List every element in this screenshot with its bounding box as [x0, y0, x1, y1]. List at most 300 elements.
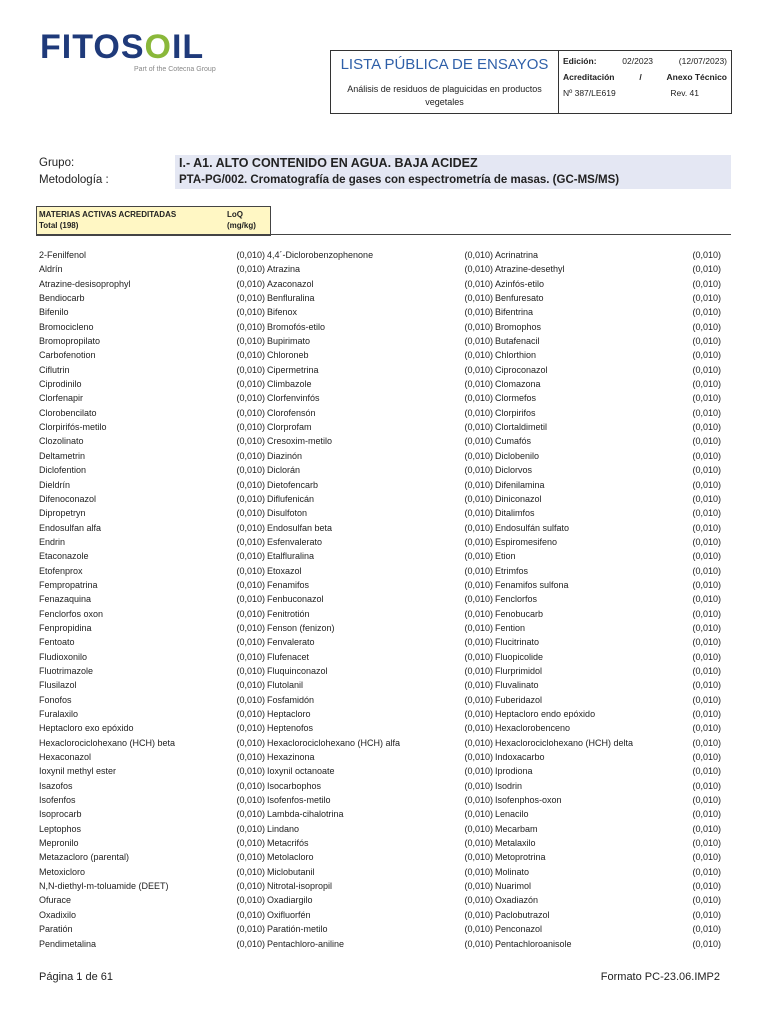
table-row [39, 664, 721, 678]
loq-value: (0,010) [692, 336, 721, 347]
loq-value: (0,010) [464, 536, 493, 547]
col-total-header: Total (198) [39, 221, 79, 230]
table-row [39, 535, 721, 549]
loq-value: (0,010) [464, 924, 493, 935]
anexo-label: Anexo Técnico [666, 72, 727, 82]
substance-name: Ciflutrin [39, 364, 70, 375]
substance-name: Esfenvalerato [267, 536, 323, 547]
table-row [39, 549, 721, 563]
substance-name: Chlorthion [495, 350, 537, 361]
substance-name: Etion [495, 551, 516, 562]
substance-name: Oxifluorfén [267, 909, 311, 920]
substance-name: Nuarimol [495, 881, 532, 892]
loq-value: (0,010) [464, 752, 493, 763]
col-substances-header: MATERIAS ACTIVAS ACREDITADAS [39, 210, 177, 219]
loq-value: (0,010) [236, 823, 265, 834]
edicion-date: (12/07/2023) [678, 56, 727, 66]
substance-name: Clorprofam [267, 422, 312, 433]
loq-value: (0,010) [464, 823, 493, 834]
loq-value: (0,010) [692, 694, 721, 705]
table-row [39, 420, 721, 434]
loq-value: (0,010) [692, 938, 721, 949]
substance-name: Isofenphos-oxon [495, 795, 562, 806]
substance-name: Heptacloro [267, 709, 311, 719]
page-number: Página 1 de 61 [39, 971, 114, 983]
accreditation-number: Nº 387/LE619 [563, 88, 616, 98]
logo-wordmark: FITOSOIL [40, 28, 205, 66]
logo-tagline: Part of the Cotecna Group [134, 66, 216, 73]
loq-value: (0,010) [464, 465, 493, 476]
loq-value: (0,010) [692, 536, 721, 547]
substance-name: Isazofos [39, 780, 73, 791]
loq-value: (0,010) [692, 350, 721, 361]
substance-name: Clormefos [495, 393, 537, 404]
loq-value: (0,010) [464, 795, 493, 806]
substance-name: Hexaconazol [39, 752, 92, 763]
loq-value: (0,010) [692, 709, 721, 719]
loq-value: (0,010) [464, 479, 493, 490]
loq-value: (0,010) [464, 594, 493, 605]
substance-name: Dieldrín [39, 479, 71, 490]
substance-name: Fluotrimazole [39, 665, 94, 676]
loq-value: (0,010) [464, 909, 493, 920]
substance-name: Oxadiazón [495, 895, 539, 906]
table-row [39, 391, 721, 405]
substance-name: Metacrifós [267, 838, 309, 849]
table-row [39, 521, 721, 535]
substance-name: Clortaldimetil [495, 422, 548, 433]
loq-value: (0,010) [236, 608, 265, 619]
loq-value: (0,010) [236, 637, 265, 648]
substance-name: Heptenofos [267, 723, 314, 734]
loq-value: (0,010) [236, 780, 265, 791]
loq-value: (0,010) [464, 694, 493, 705]
substance-name: Hexaclorobenceno [495, 723, 571, 734]
document-description: Análisis de residuos de plaguicidas en productos vegetales [347, 84, 542, 107]
table-row [39, 764, 721, 778]
loq-value: (0,010) [692, 622, 721, 633]
loq-value: (0,010) [692, 823, 721, 834]
loq-value: (0,010) [692, 321, 721, 332]
loq-value: (0,010) [236, 436, 265, 447]
table-row [39, 922, 721, 936]
substance-name: Ioxynil octanoate [267, 766, 335, 777]
table-row [39, 736, 721, 750]
substance-name: Paratión-metilo [267, 924, 328, 935]
loq-value: (0,010) [464, 723, 493, 734]
loq-value: (0,010) [692, 881, 721, 892]
loq-value: (0,010) [236, 752, 265, 763]
substance-name: Flurprimidol [495, 665, 543, 676]
loq-value: (0,010) [692, 307, 721, 318]
loq-value: (0,010) [464, 651, 493, 662]
loq-value: (0,010) [236, 909, 265, 920]
edition-info [559, 51, 731, 113]
table-row [39, 908, 721, 922]
substance-name: Fenobucarb [495, 608, 544, 619]
substance-name: Penconazol [495, 924, 543, 935]
substance-name: Oxadiargilo [267, 895, 313, 906]
loq-value: (0,010) [464, 938, 493, 949]
loq-value: (0,010) [464, 895, 493, 906]
loq-value: (0,010) [236, 866, 265, 877]
loq-value: (0,010) [692, 594, 721, 605]
loq-value: (0,010) [464, 780, 493, 791]
table-row [39, 434, 721, 448]
table-row [39, 707, 721, 721]
substance-name: Fludioxonilo [39, 651, 88, 662]
loq-value: (0,010) [692, 264, 721, 275]
grupo-label: Grupo: [39, 157, 75, 169]
table-row [39, 291, 721, 305]
loq-value: (0,010) [236, 321, 265, 332]
loq-value: (0,010) [692, 293, 721, 304]
substance-name: Aldrín [39, 264, 63, 275]
substance-name: Bromocicleno [39, 321, 94, 332]
substance-name: Endosulfan beta [267, 522, 333, 533]
table-row [39, 937, 721, 951]
substance-name: Climbazole [267, 379, 312, 390]
col-unit-header: (mg/kg) [227, 221, 256, 230]
fitosoil-logo [40, 30, 230, 80]
substance-name: Metazacloro (parental) [39, 852, 130, 863]
document-title: LISTA PÚBLICA DE ENSAYOS [340, 56, 549, 73]
metodologia-value: PTA-PG/002. Cromatografía de gases con espectrometría de masas. (GC-MS/MS) [175, 172, 731, 189]
loq-value: (0,010) [692, 852, 721, 863]
loq-value: (0,010) [464, 622, 493, 633]
substance-name: Molinato [495, 866, 530, 877]
loq-value: (0,010) [692, 766, 721, 777]
format-code: Formato PC-23.06.IMP2 [600, 971, 720, 983]
substance-name: Ditalimfos [495, 508, 535, 519]
substance-name: Etalfluralina [267, 551, 315, 562]
loq-value: (0,010) [464, 852, 493, 863]
table-row [39, 807, 721, 821]
substance-name: Cresoxim-metilo [267, 436, 333, 447]
loq-value: (0,010) [464, 579, 493, 590]
substance-name: Benfuresato [495, 293, 544, 304]
loq-value: (0,010) [692, 737, 721, 748]
loq-value: (0,010) [464, 881, 493, 892]
loq-value: (0,010) [236, 264, 265, 275]
loq-value: (0,010) [692, 780, 721, 791]
loq-value: (0,010) [692, 479, 721, 490]
substance-name: Heptacloro endo epóxido [495, 709, 596, 719]
substance-name: Clorfenvinfós [267, 393, 320, 404]
substance-name: Isofenfos-metilo [267, 795, 331, 806]
loq-value: (0,010) [236, 450, 265, 461]
substance-name: Etrimfos [495, 565, 529, 576]
loq-value: (0,010) [236, 407, 265, 418]
loq-value: (0,010) [692, 608, 721, 619]
loq-value: (0,010) [236, 594, 265, 605]
table-row [39, 635, 721, 649]
loq-value: (0,010) [464, 450, 493, 461]
substance-name: Dietofencarb [267, 479, 319, 490]
loq-value: (0,010) [464, 766, 493, 777]
loq-value: (0,010) [692, 838, 721, 849]
loq-value: (0,010) [236, 680, 265, 691]
loq-value: (0,010) [692, 637, 721, 648]
loq-value: (0,010) [236, 465, 265, 476]
substance-name: Flucitrinato [495, 637, 540, 648]
loq-value: (0,010) [236, 551, 265, 562]
substance-name: Dipropetryn [39, 508, 86, 519]
table-row [39, 277, 721, 291]
loq-value: (0,010) [464, 508, 493, 519]
substance-name: Mepronilo [39, 838, 79, 849]
substance-name: Bendiocarb [39, 293, 85, 304]
loq-value: (0,010) [692, 393, 721, 404]
substance-name: Fentoato [39, 637, 75, 648]
substance-name: Bupirimato [267, 336, 311, 347]
table-row [39, 893, 721, 907]
table-row [39, 478, 721, 492]
loq-value: (0,010) [236, 924, 265, 935]
loq-value: (0,010) [236, 393, 265, 404]
loq-value: (0,010) [464, 737, 493, 748]
substance-name: Diflufenicán [267, 493, 315, 504]
loq-value: (0,010) [464, 809, 493, 820]
loq-value: (0,010) [464, 422, 493, 433]
substance-name: Metoxicloro [39, 866, 86, 877]
substance-name: Benfluralina [267, 293, 315, 304]
loq-value: (0,010) [464, 522, 493, 533]
loq-value: (0,010) [692, 795, 721, 806]
loq-value: (0,010) [236, 522, 265, 533]
col-loq-header: LoQ [227, 210, 243, 219]
table-row [39, 850, 721, 864]
table-row [39, 348, 721, 362]
loq-value: (0,010) [692, 450, 721, 461]
loq-value: (0,010) [464, 866, 493, 877]
substance-name: Isoprocarb [39, 809, 82, 820]
substance-name: Endrin [39, 536, 66, 547]
loq-value: (0,010) [464, 379, 493, 390]
loq-value: (0,010) [692, 379, 721, 390]
table-row [39, 750, 721, 764]
substance-name: Diazinón [267, 450, 303, 461]
edicion-label: Edición: [563, 56, 597, 66]
substance-name: Ciproconazol [495, 364, 548, 375]
loq-value: (0,010) [236, 250, 265, 260]
substance-name: Clorpirifos [495, 407, 536, 418]
table-row [39, 262, 721, 276]
substance-name: Azinfós-etilo [495, 278, 545, 289]
loq-value: (0,010) [464, 680, 493, 691]
substance-name: Isofenfos [39, 795, 76, 806]
loq-value: (0,010) [464, 307, 493, 318]
table-header [36, 206, 271, 236]
substance-name: Hexaclorociclohexano (HCH) alfa [267, 737, 401, 748]
substance-name: Fenamifos [267, 579, 310, 590]
substance-name: Bifenox [267, 307, 298, 318]
substance-name: Fenazaquina [39, 594, 92, 605]
substance-name: Pendimetalina [39, 938, 97, 949]
loq-value: (0,010) [236, 795, 265, 806]
loq-value: (0,010) [692, 924, 721, 935]
substance-name: Paratión [39, 924, 73, 935]
substance-name: Bifenilo [39, 307, 69, 318]
loq-value: (0,010) [236, 709, 265, 719]
loq-value: (0,010) [236, 422, 265, 433]
substance-name: 2-Fenilfenol [39, 250, 87, 260]
loq-value: (0,010) [464, 637, 493, 648]
table-row [39, 406, 721, 420]
substance-name: Atrazine-desisoprophyl [39, 278, 131, 289]
substance-name: Difenoconazol [39, 493, 97, 504]
substance-name: Pentachloroanisole [495, 938, 572, 949]
substance-name: Fluvalinato [495, 680, 539, 691]
substance-name: Fenclorfos [495, 594, 538, 605]
substance-name: Lambda-cihalotrina [267, 809, 344, 820]
group-info [39, 155, 731, 189]
loq-value: (0,010) [464, 608, 493, 619]
substance-name: Flufenacet [267, 651, 310, 662]
substance-name: Hexaclorociclohexano (HCH) beta [39, 737, 176, 748]
substance-name: Deltametrin [39, 450, 86, 461]
loq-value: (0,010) [464, 493, 493, 504]
edicion-value: 02/2023 [622, 56, 654, 66]
substance-name: Diclofention [39, 465, 87, 476]
document-header-box [330, 50, 732, 114]
table-row [39, 363, 721, 377]
table-row [39, 879, 721, 893]
loq-value: (0,010) [236, 651, 265, 662]
loq-value: (0,010) [236, 895, 265, 906]
loq-value: (0,010) [692, 364, 721, 375]
loq-value: (0,010) [236, 665, 265, 676]
loq-value: (0,010) [464, 264, 493, 275]
substance-name: Fosfamidón [267, 694, 315, 705]
loq-value: (0,010) [692, 522, 721, 533]
substance-name: Fenpropidina [39, 622, 92, 633]
substance-name: Bifentrina [495, 307, 534, 318]
substance-name: Fenamifos sulfona [495, 579, 569, 590]
substance-name: Fention [495, 622, 526, 633]
table-row [39, 822, 721, 836]
substance-name: Lenacilo [495, 809, 529, 820]
loq-value: (0,010) [236, 293, 265, 304]
substance-name: Ciprodinilo [39, 379, 82, 390]
loq-value: (0,010) [236, 881, 265, 892]
slash: / [639, 72, 642, 82]
loq-value: (0,010) [692, 250, 721, 260]
substance-name: Oxadixilo [39, 909, 77, 920]
table-row [39, 650, 721, 664]
substance-name: Hexazinona [267, 752, 315, 763]
loq-value: (0,010) [464, 838, 493, 849]
loq-value: (0,010) [236, 737, 265, 748]
table-row [39, 793, 721, 807]
loq-value: (0,010) [692, 579, 721, 590]
loq-value: (0,010) [464, 709, 493, 719]
loq-value: (0,010) [464, 364, 493, 375]
loq-value: (0,010) [236, 479, 265, 490]
loq-value: (0,010) [236, 307, 265, 318]
substance-name: Bromopropilato [39, 336, 101, 347]
table-row [39, 721, 721, 735]
substance-name: Espiromesifeno [495, 536, 558, 547]
substance-name: Isocarbophos [267, 780, 322, 791]
loq-value: (0,010) [236, 493, 265, 504]
substance-name: Disulfoton [267, 508, 308, 519]
substance-name: Endosulfan alfa [39, 522, 102, 533]
substance-name: 4,4´-Diclorobenzophenone [267, 250, 374, 260]
loq-value: (0,010) [236, 379, 265, 390]
substance-name: Butafenacil [495, 336, 540, 347]
loq-value: (0,010) [236, 838, 265, 849]
loq-value: (0,010) [236, 508, 265, 519]
substance-name: Fluquinconazol [267, 665, 328, 676]
substance-name: Diclorvos [495, 465, 533, 476]
loq-value: (0,010) [464, 665, 493, 676]
loq-value: (0,010) [236, 622, 265, 633]
loq-value: (0,010) [236, 579, 265, 590]
loq-value: (0,010) [464, 565, 493, 576]
substance-name: Flusilazol [39, 680, 77, 691]
substance-name: Atrazina [267, 264, 301, 275]
loq-value: (0,010) [464, 407, 493, 418]
substance-name: Paclobutrazol [495, 909, 550, 920]
substance-name: Cumafós [495, 436, 532, 447]
substance-name: Iprodiona [495, 766, 533, 777]
substance-name: Mecarbam [495, 823, 538, 834]
loq-value: (0,010) [236, 278, 265, 289]
loq-value: (0,010) [692, 680, 721, 691]
substance-name: Heptacloro exo epóxido [39, 723, 134, 734]
substance-name: Flutolanil [267, 680, 304, 691]
loq-value: (0,010) [236, 350, 265, 361]
table-row [39, 377, 721, 391]
loq-value: (0,010) [692, 651, 721, 662]
substance-name: Lindano [267, 823, 300, 834]
substance-name: Diclorán [267, 465, 301, 476]
table-row [39, 320, 721, 334]
substance-name: Fluopicolide [495, 651, 544, 662]
loq-value: (0,010) [692, 723, 721, 734]
loq-value: (0,010) [464, 393, 493, 404]
table-row [39, 578, 721, 592]
loq-value: (0,010) [464, 321, 493, 332]
substance-name: Azaconazol [267, 278, 314, 289]
loq-value: (0,010) [692, 278, 721, 289]
table-row [39, 607, 721, 621]
substance-name: Ioxynil methyl ester [39, 766, 117, 777]
grupo-value: I.- A1. ALTO CONTENIDO EN AGUA. BAJA ACIDEZ [175, 155, 731, 172]
substance-name: Metoprotrina [495, 852, 546, 863]
substance-name: Acrinatrina [495, 250, 539, 260]
substance-name: Nitrotal-isopropil [267, 881, 333, 892]
loq-value: (0,010) [464, 436, 493, 447]
table-row [39, 865, 721, 879]
loq-value: (0,010) [692, 909, 721, 920]
loq-value: (0,010) [692, 565, 721, 576]
table-row [39, 678, 721, 692]
substance-name: Bromofós-etilo [267, 321, 326, 332]
table-row [39, 492, 721, 506]
substance-name: Indoxacarbo [495, 752, 545, 763]
loq-value: (0,010) [464, 278, 493, 289]
substance-name: Clorofensón [267, 407, 316, 418]
loq-value: (0,010) [464, 336, 493, 347]
loq-value: (0,010) [236, 694, 265, 705]
table-row [39, 592, 721, 606]
loq-value: (0,010) [464, 250, 493, 260]
loq-value: (0,010) [464, 350, 493, 361]
table-row [39, 836, 721, 850]
substance-name: Fenson (fenizon) [267, 622, 335, 633]
